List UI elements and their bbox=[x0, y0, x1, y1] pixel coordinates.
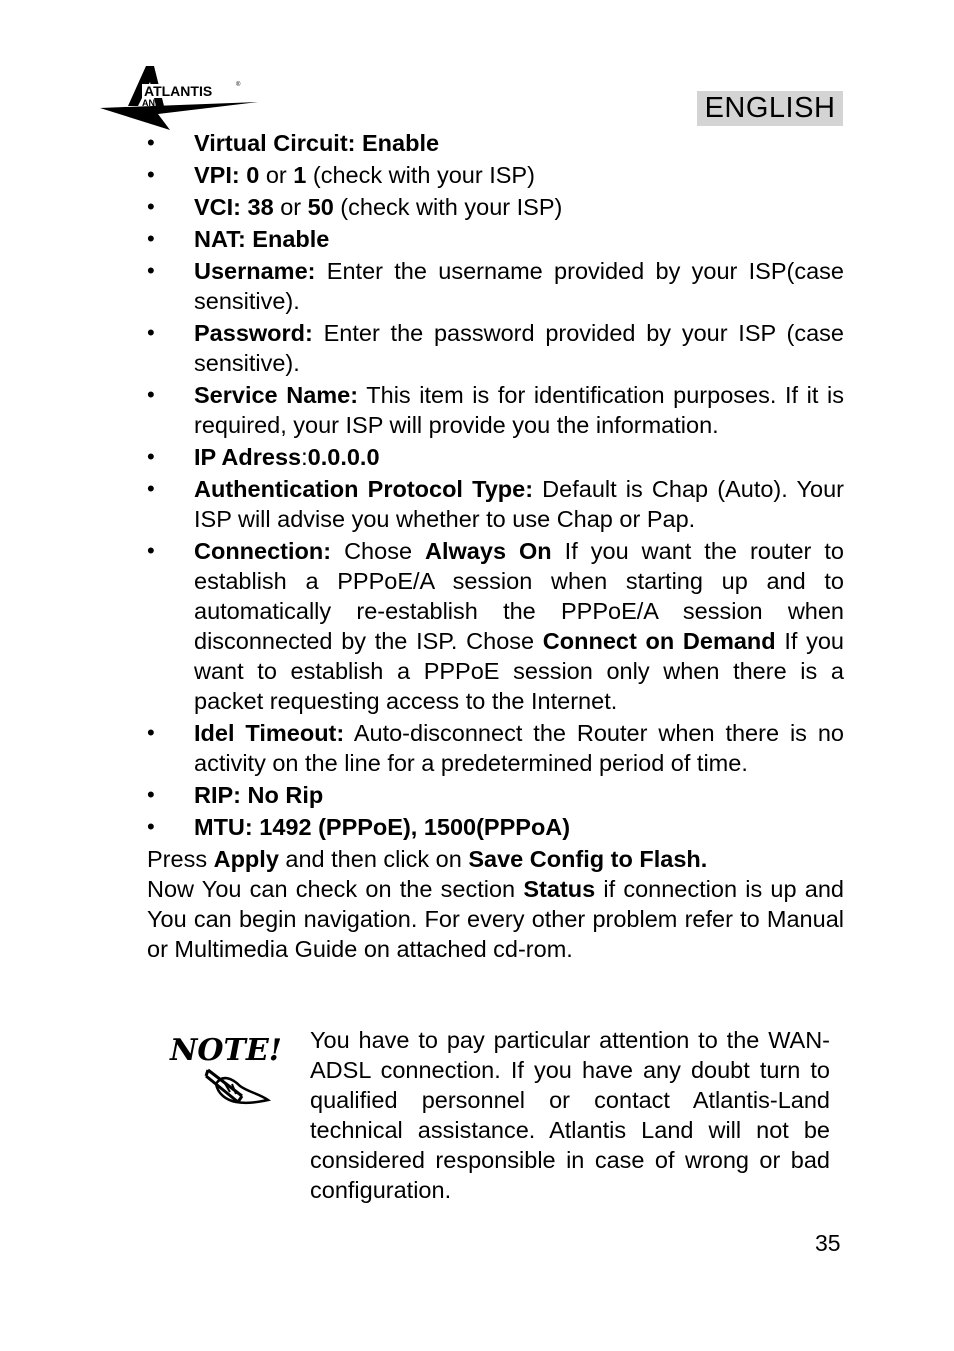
svg-text:AND: AND bbox=[142, 98, 162, 108]
main-content bbox=[147, 128, 844, 964]
list-item: • Service Name: This item is for identification purposes. If it is required, your ISP will provide you the information. bbox=[147, 380, 844, 440]
list-item: • Authentication Protocol Type: Default is Chap (Auto). Your ISP will advise you whether to use Chap or Pap. bbox=[147, 474, 844, 534]
list-item: • IP Adress:0.0.0.0 bbox=[147, 442, 844, 472]
settings-list bbox=[147, 128, 844, 842]
list-item: • RIP: No Rip bbox=[147, 780, 844, 810]
list-item: • MTU: 1492 (PPPoE), 1500(PPPoA) bbox=[147, 812, 844, 842]
svg-text:NOTE!: NOTE! bbox=[170, 1033, 280, 1068]
press-apply-paragraph: Press Apply and then click on Save Config to Flash. bbox=[147, 846, 708, 872]
status-paragraph: Now You can check on the section Status if connection is up and You can begin navigation. For every other problem refer to Manual or Multimedia Guide on attached cd-rom. bbox=[147, 876, 844, 962]
list-item: • Virtual Circuit: Enable bbox=[147, 128, 844, 158]
language-label: ENGLISH bbox=[697, 91, 843, 126]
list-item: • NAT: Enable bbox=[147, 224, 844, 254]
list-item: • Username: Enter the username provided by your ISP(case sensitive). bbox=[147, 256, 844, 316]
svg-text:ATLANTIS: ATLANTIS bbox=[144, 83, 213, 99]
note-hand-icon bbox=[168, 1030, 280, 1110]
note-text: You have to pay particular attention to the WAN-ADSL connection. If you have any doubt turn to qualified personnel or contact Atlantis-Land technical assistance. Atlantis Land will not be considered responsible in case of wrong or bad configuration. bbox=[310, 1027, 830, 1203]
atlantis-land-logo bbox=[98, 62, 260, 134]
svg-text:®: ® bbox=[236, 82, 241, 88]
list-item: • VCI: 38 or 50 (check with your ISP) bbox=[147, 192, 844, 222]
list-item: • Password: Enter the password provided by your ISP (case sensitive). bbox=[147, 318, 844, 378]
list-item: • Connection: Chose Always On If you want the router to establish a PPPoE/A session when starting up and to automatically re-establish the PPPoE/A session when disconnected by the ISP. Chose Connect on Demand If you want to establish a PPPoE session only when there is a packet requesting access to the Internet. bbox=[147, 536, 844, 716]
list-item: • Idel Timeout: Auto-disconnect the Router when there is no activity on the line for a predetermined period of time. bbox=[147, 718, 844, 778]
list-item: • VPI: 0 or 1 (check with your ISP) bbox=[147, 160, 844, 190]
page-number: 35 bbox=[815, 1230, 841, 1256]
